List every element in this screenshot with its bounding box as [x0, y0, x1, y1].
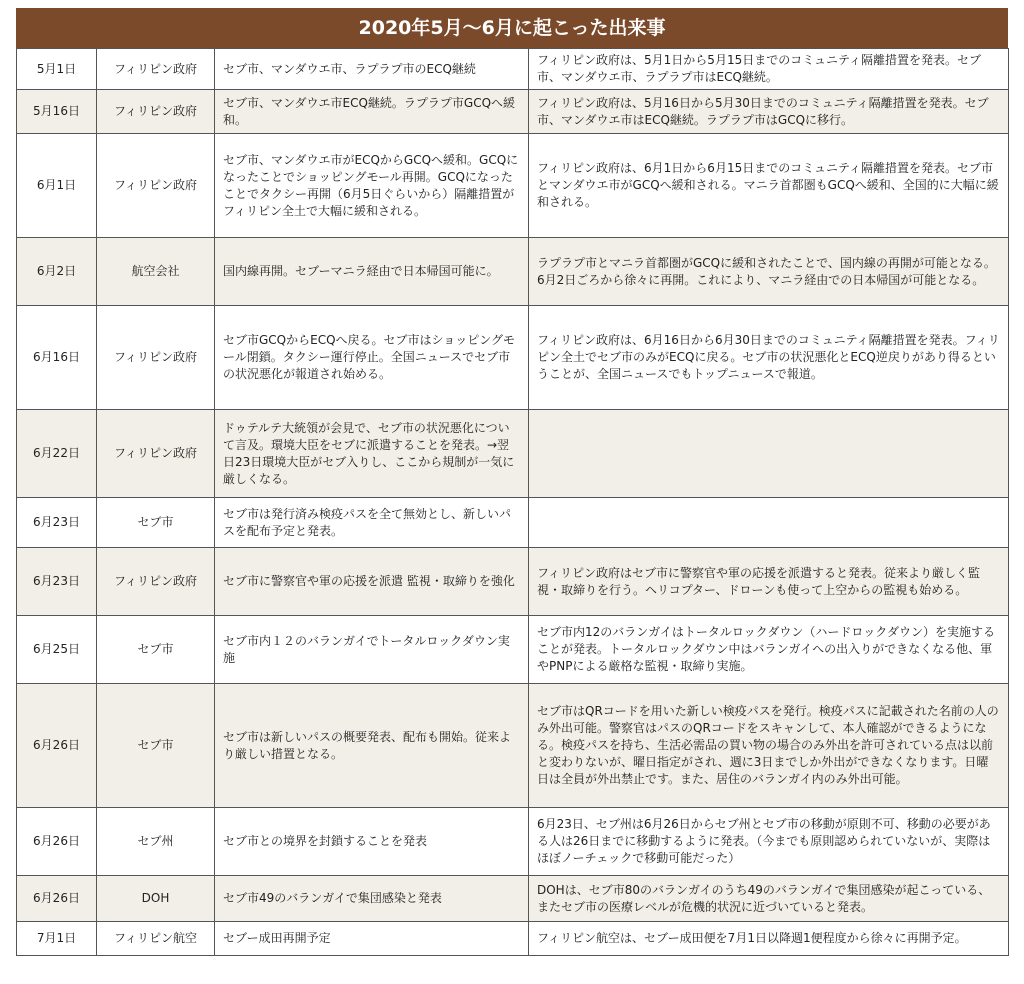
row-source: フィリピン政府	[97, 548, 215, 616]
row-detail: フィリピン政府は、6月16日から6月30日までのコミュニティ隔離措置を発表。フィリピン全土でセブ市のみがECQに戻る。セブ市の状況悪化とECQ逆戻りがあり得るということが、全国ニュースでもトップニュースで報道。	[529, 306, 1009, 410]
row-summary: セブ市は新しいパスの概要発表、配布も開始。従来より厳しい措置となる。	[215, 684, 529, 808]
row-date: 6月2日	[17, 238, 97, 306]
row-source: フィリピン政府	[97, 49, 215, 90]
row-date: 6月26日	[17, 808, 97, 876]
row-date: 6月26日	[17, 684, 97, 808]
row-summary: セブ市49のバランガイで集団感染と発表	[215, 876, 529, 922]
table-row	[17, 922, 1009, 956]
table-row	[17, 306, 1009, 410]
row-source: DOH	[97, 876, 215, 922]
row-source: フィリピン政府	[97, 134, 215, 238]
row-date: 6月1日	[17, 134, 97, 238]
row-detail: セブ市内12のバランガイはトータルロックダウン（ハードロックダウン）を実施することが発表。トータルロックダウン中はバランガイへの出入りができなくなる他、軍やPNPによる厳格な監視・取締り実施。	[529, 616, 1009, 684]
row-summary: セブ市、マンダウエ市ECQ継続。ラプラプ市GCQへ緩和。	[215, 90, 529, 134]
row-detail	[529, 498, 1009, 548]
table-row	[17, 548, 1009, 616]
events-table	[16, 48, 1009, 956]
row-date: 6月25日	[17, 616, 97, 684]
row-detail: フィリピン政府はセブ市に警察官や軍の応援を派遣すると発表。従来より厳しく監視・取締りを行う。ヘリコプター、ドローンも使って上空からの監視も始める。	[529, 548, 1009, 616]
table-row	[17, 616, 1009, 684]
row-summary: セブ市は発行済み検疫パスを全て無効とし、新しいパスを配布予定と発表。	[215, 498, 529, 548]
row-detail	[529, 410, 1009, 498]
row-date: 6月16日	[17, 306, 97, 410]
row-detail: DOHは、セブ市80のバランガイのうち49のバランガイで集団感染が起こっている、またセブ市の医療レベルが危機的状況に近づいていると発表。	[529, 876, 1009, 922]
table-row	[17, 684, 1009, 808]
row-date: 6月26日	[17, 876, 97, 922]
row-source: セブ州	[97, 808, 215, 876]
table-row	[17, 134, 1009, 238]
row-date: 7月1日	[17, 922, 97, 956]
row-summary: セブ市、マンダウエ市がECQからGCQへ緩和。GCQになったことでショッピングモール再開。GCQになったことでタクシー再開（6月5日ぐらいから）隔離措置がフィリピン全土で大幅に緩和される。	[215, 134, 529, 238]
row-source: セブ市	[97, 498, 215, 548]
row-detail: ラプラプ市とマニラ首都圏がGCQに緩和されたことで、国内線の再開が可能となる。6月2日ごろから徐々に再開。これにより、マニラ経由での日本帰国が可能となる。	[529, 238, 1009, 306]
row-summary: 国内線再開。セブーマニラ経由で日本帰国可能に。	[215, 238, 529, 306]
row-detail: セブ市はQRコードを用いた新しい検疫パスを発行。検疫パスに記載された名前の人のみ外出可能。警察官はパスのQRコードをスキャンして、本人確認ができるようになる。検疫パスを持ち、生活必需品の買い物の場合のみ外出を許可されている点は以前と変わりないが、曜日指定がされ、週に3日までしか外出ができなくなります。日曜日は全員が外出禁止です。また、居住のバランガイ内のみ外出可能。	[529, 684, 1009, 808]
row-source: セブ市	[97, 616, 215, 684]
table-row	[17, 49, 1009, 90]
row-source: 航空会社	[97, 238, 215, 306]
row-detail: フィリピン政府は、5月1日から5月15日までのコミュニティ隔離措置を発表。セブ市、マンダウエ市、ラプラプ市はECQ継続。	[529, 49, 1009, 90]
table-row	[17, 90, 1009, 134]
row-date: 5月1日	[17, 49, 97, 90]
row-detail: フィリピン航空は、セブー成田便を7月1日以降週1便程度から徐々に再開予定。	[529, 922, 1009, 956]
row-summary: セブ市内１２のバランガイでトータルロックダウン実施	[215, 616, 529, 684]
row-summary: ドゥテルテ大統領が会見で、セブ市の状況悪化について言及。環境大臣をセブに派遣することを発表。→翌日23日環境大臣がセブ入りし、ここから規制が一気に厳しくなる。	[215, 410, 529, 498]
row-detail: フィリピン政府は、5月16日から5月30日までのコミュニティ隔離措置を発表。セブ市、マンダウエ市はECQ継続。ラプラプ市はGCQに移行。	[529, 90, 1009, 134]
row-date: 6月23日	[17, 548, 97, 616]
table-row	[17, 808, 1009, 876]
row-source: フィリピン航空	[97, 922, 215, 956]
row-source: フィリピン政府	[97, 90, 215, 134]
row-summary: セブ市、マンダウエ市、ラプラプ市のECQ継続	[215, 49, 529, 90]
row-detail: フィリピン政府は、6月1日から6月15日までのコミュニティ隔離措置を発表。セブ市とマンダウエ市がGCQへ緩和される。マニラ首都圏もGCQへ緩和、全国的に大幅に緩和される。	[529, 134, 1009, 238]
table-row	[17, 876, 1009, 922]
row-source: フィリピン政府	[97, 410, 215, 498]
events-table-container	[16, 8, 1008, 956]
row-summary: セブ市GCQからECQへ戻る。セブ市はショッピングモール閉鎖。タクシー運行停止。全国ニュースでセブ市の状況悪化が報道され始める。	[215, 306, 529, 410]
row-date: 6月23日	[17, 498, 97, 548]
row-date: 6月22日	[17, 410, 97, 498]
row-detail: 6月23日、セブ州は6月26日からセブ州とセブ市の移動が原則不可、移動の必要がある人は26日までに移動するように発表。（今までも原則認められていないが、実際はほぼノーチェックで移動可能だった）	[529, 808, 1009, 876]
row-summary: セブ市に警察官や軍の応援を派遣 監視・取締りを強化	[215, 548, 529, 616]
row-summary: セブ市との境界を封鎖することを発表	[215, 808, 529, 876]
row-summary: セブー成田再開予定	[215, 922, 529, 956]
table-row	[17, 498, 1009, 548]
row-source: フィリピン政府	[97, 306, 215, 410]
row-source: セブ市	[97, 684, 215, 808]
table-title: 2020年5月〜6月に起こった出来事	[16, 8, 1008, 48]
table-row	[17, 410, 1009, 498]
row-date: 5月16日	[17, 90, 97, 134]
table-row	[17, 238, 1009, 306]
